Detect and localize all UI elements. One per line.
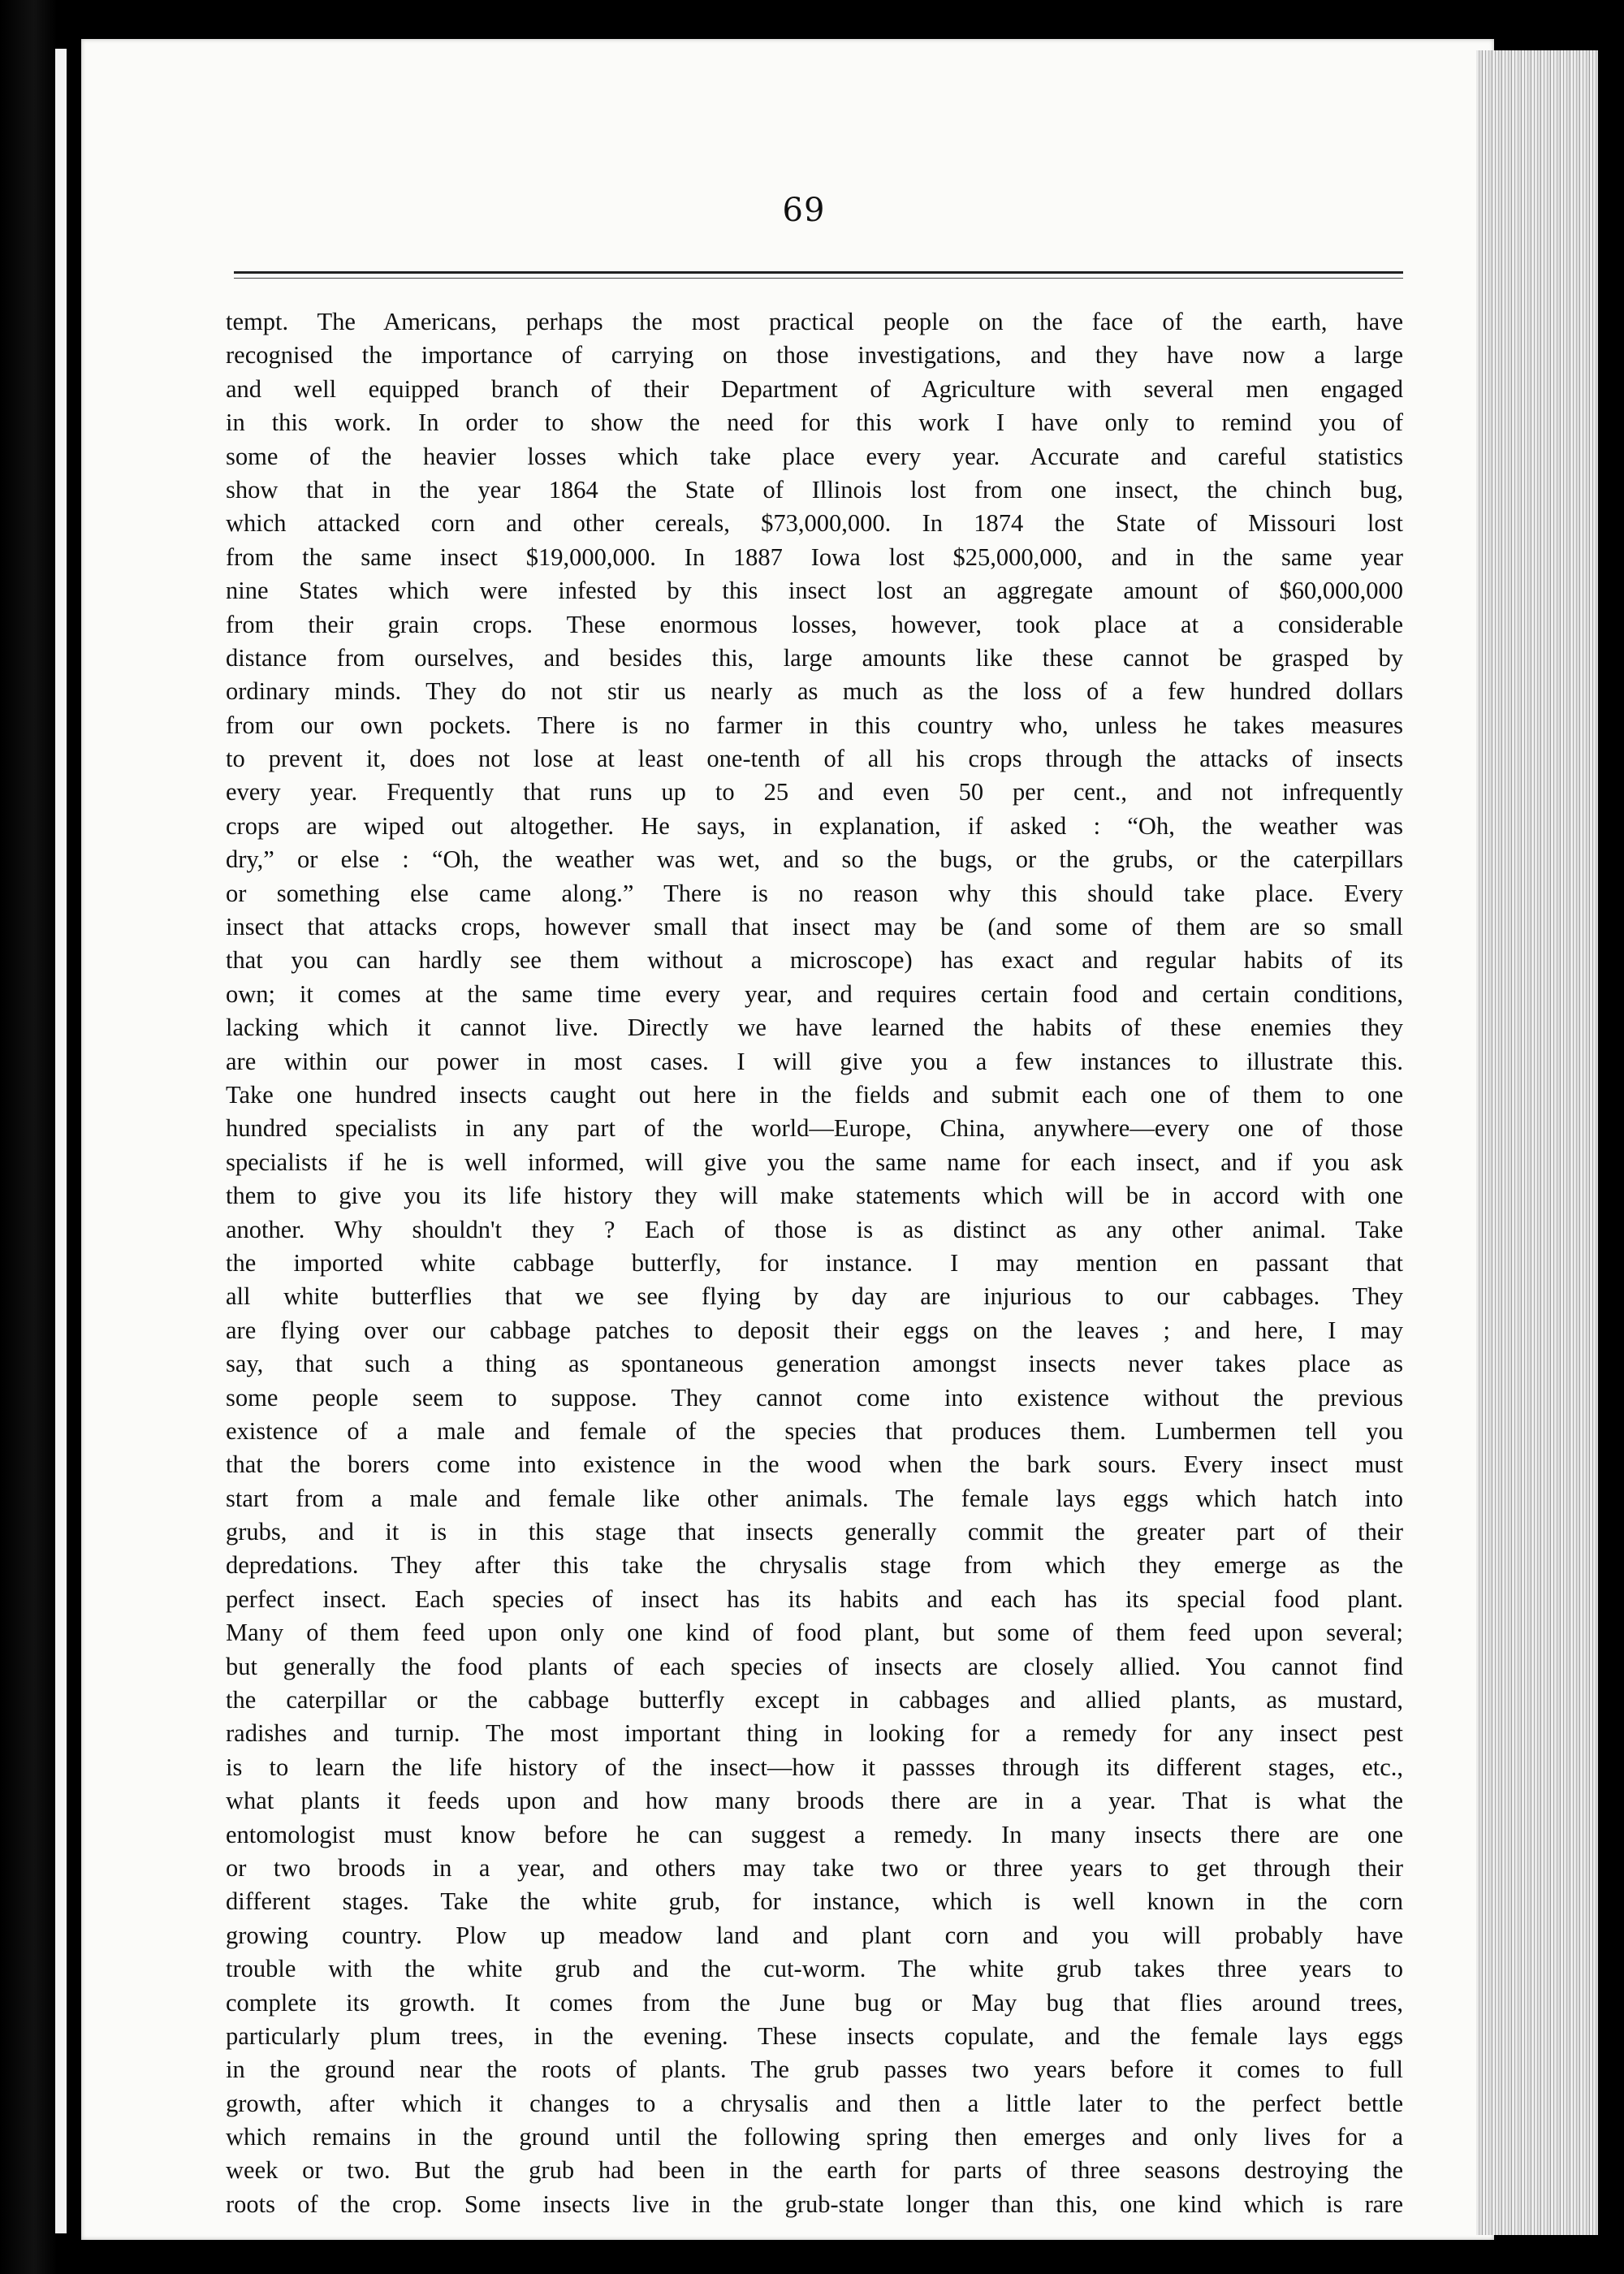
text-line: ordinary minds. They do not stir us nearly as much as the loss of a few hundred dollars — [226, 677, 1403, 706]
header-rule-thick — [234, 271, 1403, 274]
page-block-edges — [1476, 50, 1598, 2235]
text-line: say, that such a thing as spontaneous generation amongst insects never takes place as — [226, 1350, 1403, 1378]
text-line: week or two. But the grub had been in the earth for parts of three seasons destroying the — [226, 2156, 1403, 2185]
text-line: particularly plum trees, in the evening. These insects copulate, and the female lays eggs — [226, 2021, 1403, 2050]
text-line: complete its growth. It comes from the June bug or May bug that flies around trees, — [226, 1988, 1403, 2017]
text-line: tempt. The Americans, perhaps the most practical people on the face of the earth, have — [226, 308, 1403, 335]
text-line: to prevent it, does not lose at least one-tenth of all his crops through the attacks of insects — [226, 745, 1403, 773]
text-line: from the same insect $19,000,000. In 1887 Iowa lost $25,000,000, and in the same year — [226, 543, 1403, 571]
text-line: lacking which it cannot live. Directly we have learned the habits of these enemies they — [226, 1014, 1403, 1042]
text-line: distance from ourselves, and besides this, large amounts like these cannot be grasped by — [226, 643, 1403, 672]
text-line: the imported white cabbage butterfly, for instance. I may mention en passant that — [226, 1248, 1403, 1277]
facing-page-edge — [55, 49, 67, 2233]
text-line: different stages. Take the white grub, for instance, which is well known in the corn — [226, 1887, 1403, 1916]
text-line: or two broods in a year, and others may take two or three years to get through their — [226, 1853, 1403, 1882]
text-line: growing country. Plow up meadow land and plant corn and you will probably have — [226, 1921, 1403, 1949]
text-line: specialists if he is well informed, will give you the same name for each insect, and if you ask — [226, 1148, 1403, 1176]
text-line: trouble with the white grub and the cut-worm. The white grub takes three years to — [226, 1955, 1403, 1983]
text-line: them to give you its life history they will make statements which will be in accord with one — [226, 1182, 1403, 1210]
text-line: insect that attacks crops, however small that insect may be (and some of them are so small — [226, 913, 1403, 941]
text-line: from our own pockets. There is no farmer in this country who, unless he takes measures — [226, 711, 1403, 739]
text-line: but generally the food plants of each species of insects are closely allied. You cannot find — [226, 1652, 1403, 1680]
text-line: that you can hardly see them without a microscope) has exact and regular habits of its — [226, 946, 1403, 975]
text-line: which remains in the ground until the following spring then emerges and only lives for a — [226, 2123, 1403, 2151]
text-line: are flying over our cabbage patches to deposit their eggs on the leaves ; and here, I may — [226, 1316, 1403, 1344]
text-line: own; it comes at the same time every year, and requires certain food and certain conditions, — [226, 979, 1403, 1008]
text-line: another. Why shouldn't they ? Each of those is as distinct as any other animal. Take — [226, 1215, 1403, 1243]
text-line: the caterpillar or the cabbage butterfly except in cabbages and allied plants, as mustard, — [226, 1686, 1403, 1714]
text-line: Take one hundred insects caught out here in the fields and submit each one of them to one — [226, 1080, 1403, 1109]
text-line: is to learn the life history of the insect—how it passses through its different stages, etc., — [226, 1753, 1403, 1781]
text-line: growth, after which it changes to a chrysalis and then a little later to the perfect bettle — [226, 2089, 1403, 2117]
text-line: and well equipped branch of their Department of Agriculture with several men engaged — [226, 374, 1403, 403]
text-line: start from a male and female like other animals. The female lays eggs which hatch into — [226, 1484, 1403, 1512]
text-line: Many of them feed upon only one kind of food plant, but some of them feed upon several; — [226, 1619, 1403, 1647]
text-line: are within our power in most cases. I will give you a few instances to illustrate this. — [226, 1047, 1403, 1075]
text-line: which attacked corn and other cereals, $73,000,000. In 1874 the State of Missouri lost — [226, 509, 1403, 538]
text-line: crops are wiped out altogether. He says, in explanation, if asked : “Oh, the weather was — [226, 811, 1403, 840]
text-line: dry,” or else : “Oh, the weather was wet, and so the bugs, or the grubs, or the caterpillars — [226, 845, 1403, 874]
text-line: nine States which were infested by this insect lost an aggregate amount of $60,000,000 — [226, 577, 1403, 605]
text-line: or something else came along.” There is no reason why this should take place. Every — [226, 879, 1403, 907]
text-line: existence of a male and female of the species that produces them. Lumbermen tell you — [226, 1416, 1403, 1445]
text-line: in the ground near the roots of plants. The grub passes two years before it comes to full — [226, 2056, 1403, 2084]
scan-left-margin — [0, 0, 57, 2274]
text-line: depredations. They after this take the chrysalis stage from which they emerge as the — [226, 1551, 1403, 1580]
text-line: grubs, and it is in this stage that insects generally commit the greater part of their — [226, 1518, 1403, 1546]
body-paragraph — [226, 305, 1403, 2221]
text-line: every year. Frequently that runs up to 25 and even 50 per cent., and not infrequently — [226, 778, 1403, 806]
text-line: all white butterflies that we see flying by day are injurious to our cabbages. They — [226, 1282, 1403, 1311]
text-line: some people seem to suppose. They cannot come into existence without the previous — [226, 1383, 1403, 1412]
page-number: 69 — [782, 192, 826, 229]
text-line: what plants it feeds upon and how many broods there are in a year. That is what the — [226, 1787, 1403, 1815]
text-line: recognised the importance of carrying on those investigations, and they have now a large — [226, 341, 1403, 370]
book-page — [81, 39, 1494, 2240]
text-line: that the borers come into existence in the wood when the bark sours. Every insect must — [226, 1450, 1403, 1479]
header-rule-thin — [234, 278, 1403, 279]
text-line: entomologist must know before he can suggest a remedy. In many insects there are one — [226, 1820, 1403, 1848]
text-line: from their grain crops. These enormous losses, however, took place at a considerable — [226, 610, 1403, 638]
text-line: roots of the crop. Some insects live in the grub-state longer than this, one kind which is rare — [226, 2190, 1403, 2218]
text-line: some of the heavier losses which take place every year. Accurate and careful statistics — [226, 442, 1403, 470]
text-line: radishes and turnip. The most important thing in looking for a remedy for any insect pest — [226, 1719, 1403, 1748]
text-line: show that in the year 1864 the State of Illinois lost from one insect, the chinch bug, — [226, 475, 1403, 504]
text-line: in this work. In order to show the need for this work I have only to remind you of — [226, 409, 1403, 437]
text-line: perfect insect. Each species of insect has its habits and each has its special food plant. — [226, 1584, 1403, 1613]
text-line: hundred specialists in any part of the world—Europe, China, anywhere—every one of those — [226, 1114, 1403, 1143]
